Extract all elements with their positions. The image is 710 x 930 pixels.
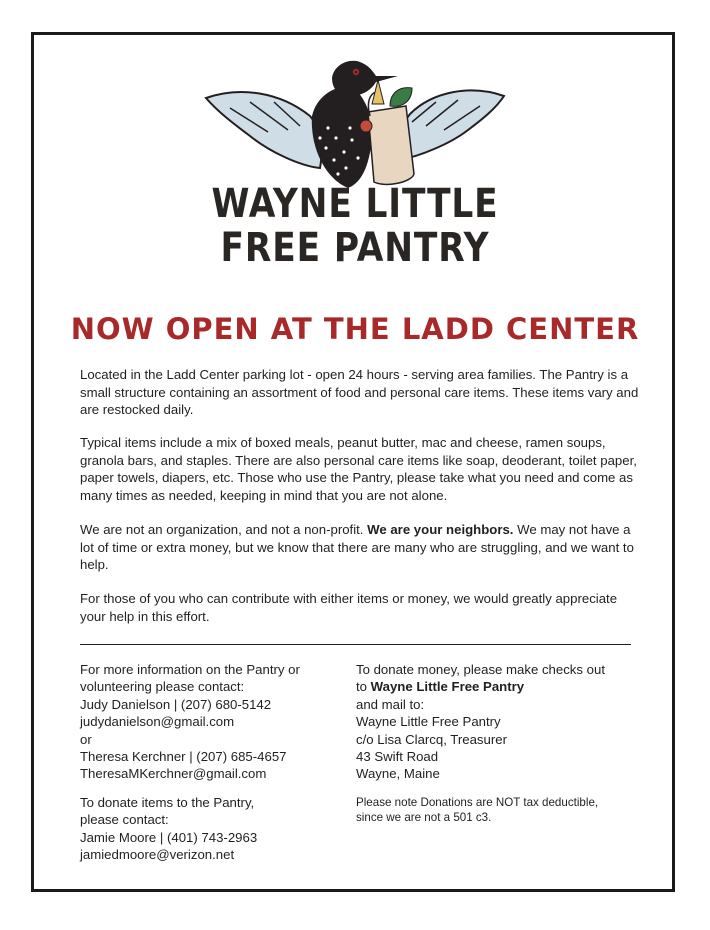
paragraph-neighbors-part2: We may not have a lot of time or extra money, but we know that there are many who are struggling, and we want to help.: [80, 522, 634, 572]
paragraph-typical-items: Typical items include a mix of boxed meals, peanut butter, mac and cheese, ramen soups, granola bars, and staples. There are also personal care items like soap, deoderant, toilet paper, paper towels, diapers, etc. Those who use the Pantry, please take what you need and come as many times as needed, keeping in mind that you are not alone.: [80, 435, 637, 503]
tax-note: [356, 795, 598, 825]
donate-items-line2: please contact:: [80, 812, 169, 828]
donate-items-block: [80, 794, 257, 864]
donate-money-line3: and mail to:: [356, 696, 425, 712]
mail-address-line2: c/o Lisa Clarcq, Treasurer: [356, 731, 507, 747]
section-divider: [80, 644, 631, 645]
tax-note-line2: since we are not a 501 c3.: [356, 811, 492, 824]
donate-money-line1: To donate money, please make checks out: [356, 662, 605, 677]
donate-money-to: to: [356, 679, 371, 695]
paragraph-neighbors: [80, 521, 640, 574]
logo-title-line1: WAYNE LITTLE: [211, 181, 499, 227]
paragraph-location: Located in the Ladd Center parking lot - open 24 hours - serving area families. The Pantry is a small structure containing an assortment of food and personal care items. These items vary and are restocked daily.: [80, 367, 639, 417]
tax-note-line1: Please note Donations are NOT tax deductible,: [356, 796, 599, 809]
contact-or: or: [80, 731, 92, 747]
contact-jamie: Jamie Moore | (401) 743-2963: [80, 829, 258, 845]
contact-info-line1: For more information on the Pantry or: [80, 662, 300, 677]
contact-info-line2: volunteering please contact:: [80, 679, 245, 695]
paragraph-neighbors-part1: We are not an organization, and not a non-profit.: [80, 522, 368, 537]
paragraph-contribute: For those of you who can contribute with either items or money, we would greatly appreciate your help in this effort.: [80, 591, 618, 624]
email-jamie: jamiedmoore@verizon.net: [80, 847, 235, 863]
contact-info-block: [80, 661, 300, 783]
mail-address-line3: 43 Swift Road: [356, 749, 439, 765]
donate-money-block: [356, 661, 605, 783]
logo-title-line2: FREE PANTRY: [220, 225, 490, 271]
email-theresa: TheresaMKerchner@gmail.com: [80, 766, 267, 782]
contact-theresa: Theresa Kerchner | (207) 685-4657: [80, 749, 287, 765]
donate-items-line1: To donate items to the Pantry,: [80, 795, 255, 810]
donate-money-line2: [356, 678, 605, 695]
payee-name: Wayne Little Free Pantry: [370, 679, 525, 695]
email-judy: judydanielson@gmail.com: [80, 714, 235, 730]
contact-judy: Judy Danielson | (207) 680-5142: [80, 696, 272, 712]
loon-with-grocery-bag-icon: [200, 56, 510, 196]
neighbors-emphasis: We are your neighbors.: [367, 522, 514, 537]
mail-address-line4: Wayne, Maine: [356, 766, 440, 782]
mail-address-line1: Wayne Little Free Pantry: [356, 714, 501, 730]
headline: NOW OPEN AT THE LADD CENTER: [70, 312, 640, 346]
